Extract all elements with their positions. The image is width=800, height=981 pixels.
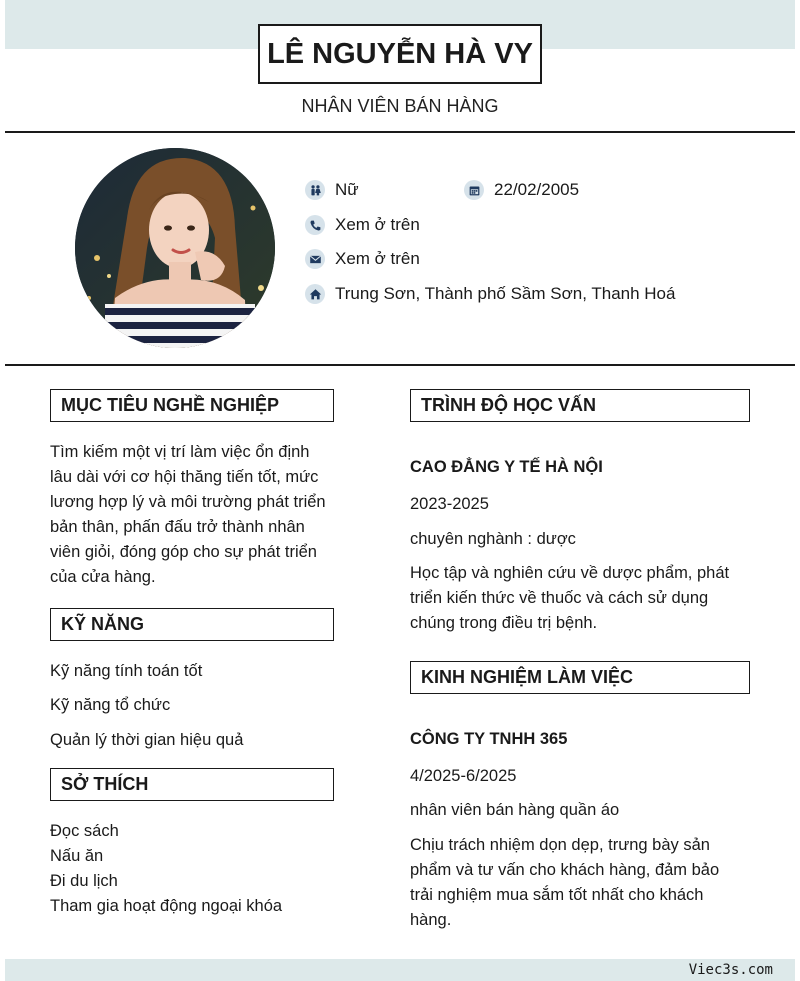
skill-item: Quản lý thời gian hiệu quả bbox=[50, 731, 244, 749]
experience-heading: KINH NGHIỆM LÀM VIỆC bbox=[410, 661, 750, 694]
birthday-row bbox=[464, 180, 579, 200]
education-period: 2023-2025 bbox=[410, 495, 489, 513]
hobby-item: Đọc sách bbox=[50, 822, 119, 840]
home-icon bbox=[305, 284, 325, 304]
experience-line: trải nghiệm mua sắm tốt nhất cho khách bbox=[410, 886, 704, 904]
education-line: chúng trong điều trị bệnh. bbox=[410, 614, 598, 632]
watermark: Viec3s.com bbox=[688, 962, 773, 978]
objective-text bbox=[50, 440, 334, 590]
skill-item: Kỹ năng tính toán tốt bbox=[50, 662, 203, 680]
footer-band bbox=[5, 959, 795, 981]
experience-period: 4/2025-6/2025 bbox=[410, 767, 517, 785]
avatar bbox=[75, 148, 275, 348]
experience-line: phẩm và tư vấn cho khách hàng, đảm bảo bbox=[410, 861, 720, 879]
experience-position: nhân viên bán hàng quần áo bbox=[410, 801, 620, 819]
education-major: chuyên nghành : dược bbox=[410, 530, 576, 548]
experience-line: hàng. bbox=[410, 911, 452, 929]
experience-line: Chịu trách nhiệm dọn dẹp, trưng bày sản bbox=[410, 836, 710, 854]
school-name: CAO ĐẲNG Y TẾ HÀ NỘI bbox=[410, 458, 603, 476]
divider-top bbox=[5, 131, 795, 133]
objective-line: của cửa hàng. bbox=[50, 568, 156, 586]
objective-line: Tìm kiếm một vị trí làm việc ổn định bbox=[50, 443, 310, 461]
skill-item: Kỹ năng tổ chức bbox=[50, 696, 171, 714]
calendar-icon bbox=[464, 180, 484, 200]
address-value: Trung Sơn, Thành phố Sầm Sơn, Thanh Hoá bbox=[335, 284, 676, 303]
objective-heading: MỤC TIÊU NGHỀ NGHIỆP bbox=[50, 389, 334, 422]
divider-middle bbox=[5, 364, 795, 366]
objective-line: lâu dài với cơ hội thăng tiến tốt, mức bbox=[50, 468, 319, 486]
objective-line: bản thân, phấn đấu trở thành nhân bbox=[50, 518, 305, 536]
candidate-name: LÊ NGUYỄN HÀ VY bbox=[258, 24, 542, 84]
job-title: NHÂN VIÊN BÁN HÀNG bbox=[301, 96, 499, 116]
education-description bbox=[410, 561, 750, 636]
address-row bbox=[305, 284, 675, 304]
gender-icon bbox=[305, 180, 325, 200]
education-heading: TRÌNH ĐỘ HỌC VẤN bbox=[410, 389, 750, 422]
experience-description bbox=[410, 833, 750, 933]
hobby-item: Nấu ăn bbox=[50, 847, 104, 865]
skills-heading: KỸ NĂNG bbox=[50, 608, 334, 641]
hobbies-heading: SỞ THÍCH bbox=[50, 768, 334, 801]
objective-line: lương hợp lý và môi trường phát triển bbox=[50, 493, 326, 511]
gender-value: Nữ bbox=[335, 180, 359, 199]
phone-value: Xem ở trên bbox=[335, 215, 420, 234]
education-line: Học tập và nghiên cứu về dược phẩm, phát bbox=[410, 564, 730, 582]
gender-row bbox=[305, 180, 359, 200]
email-row bbox=[305, 249, 420, 269]
email-value: Xem ở trên bbox=[335, 249, 420, 268]
objective-line: viên giỏi, đóng góp cho sự phát triển bbox=[50, 543, 317, 561]
company-name: CÔNG TY TNHH 365 bbox=[410, 730, 568, 748]
phone-row bbox=[305, 215, 420, 235]
hobbies-list bbox=[50, 819, 282, 919]
avatar-photo bbox=[75, 148, 275, 348]
hobby-item: Đi du lịch bbox=[50, 872, 118, 890]
hobby-item: Tham gia hoạt động ngoại khóa bbox=[50, 897, 283, 915]
phone-icon bbox=[305, 215, 325, 235]
birthday-value: 22/02/2005 bbox=[494, 180, 580, 199]
education-line: triển kiến thức về thuốc và cách sử dụng bbox=[410, 589, 709, 607]
email-icon bbox=[305, 249, 325, 269]
